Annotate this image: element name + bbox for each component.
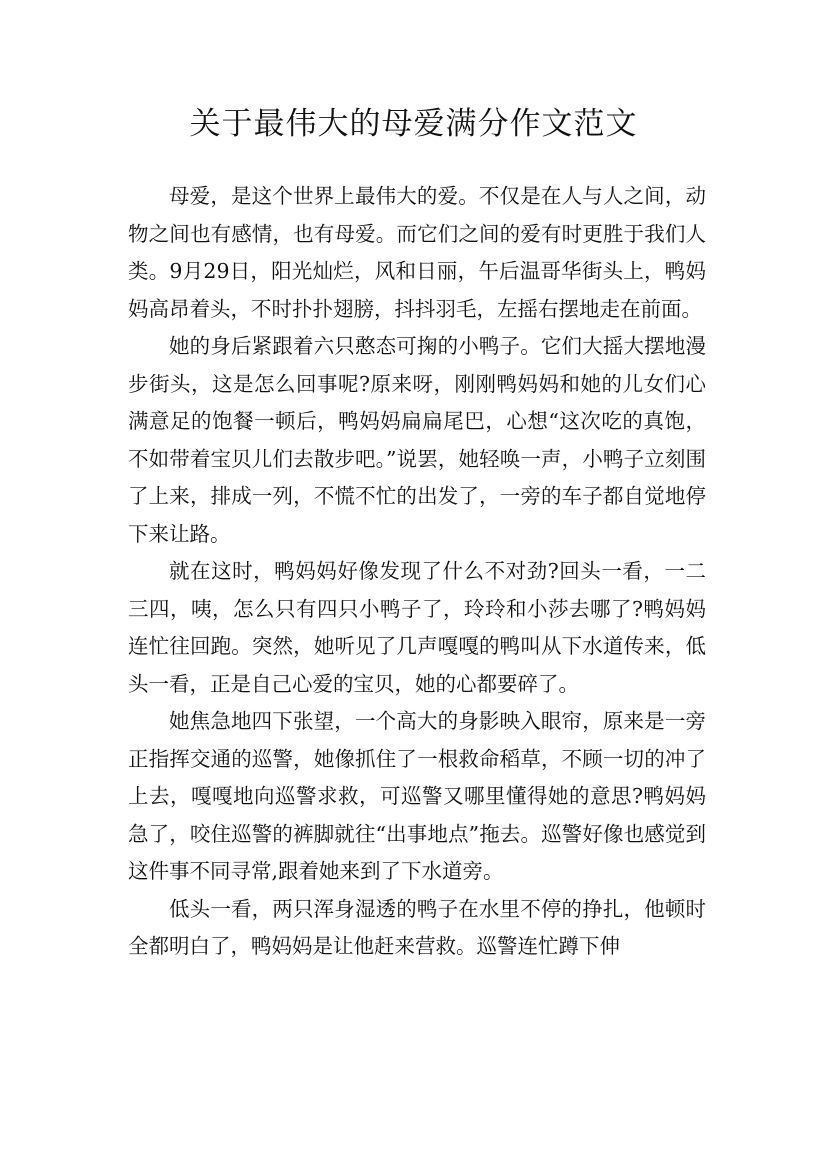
paragraph-2: 她的身后紧跟着六只憨态可掬的小鸭子。它们大摇大摆地漫步街头，这是怎么回事呢?原来呀，刚刚鸭妈妈和她的儿女们心满意足的饱餐一顿后，鸭妈妈扁扁尾巴，心想“这次吃的真饱，不如带着宝贝儿们去散步吧。”说罢，她轻唤一声，小鸭子立刻围了上来，排成一列，不慌不忙的出发了，一旁的车子都自觉地停下来让路。 xyxy=(128,334,706,546)
paragraph-5: 低头一看，两只浑身湿透的鸭子在水里不停的挣扎，他顿时全都明白了，鸭妈妈是让他赶来营救。巡警连忙蹲下伸 xyxy=(128,896,706,958)
paragraph-3: 就在这时，鸭妈妈好像发现了什么不对劲?回头一看，一二三四，咦，怎么只有四只小鸭子了，玲玲和小莎去哪了?鸭妈妈连忙往回跑。突然，她听见了几声嘎嘎的鸭叫从下水道传来，低头一看，正是自己心爱的宝贝，她的心都要碎了。 xyxy=(128,559,706,696)
document-body xyxy=(128,178,706,966)
document-title: 关于最伟大的母爱满分作文范文 xyxy=(189,106,638,142)
paragraph-4: 她焦急地四下张望，一个高大的身影映入眼帘，原来是一旁正指挥交通的巡警，她像抓住了一根救命稻草，不顾一切的冲了上去，嘎嘎地向巡警求救，可巡警又哪里懂得她的意思?鸭妈妈急了，咬住巡警的裤脚就往“出事地点”拖去。巡警好像也感觉到这件事不同寻常,跟着她来到了下水道旁。 xyxy=(128,709,706,883)
paragraph-1: 母爱，是这个世界上最伟大的爱。不仅是在人与人之间，动物之间也有感情，也有母爱。而它们之间的爱有时更胜于我们人类。9月29日，阳光灿烂，风和日丽，午后温哥华街头上，鸭妈妈高昂着头，不时扑扑翅膀，抖抖羽毛，左摇右摆地走在前面。 xyxy=(128,184,706,321)
